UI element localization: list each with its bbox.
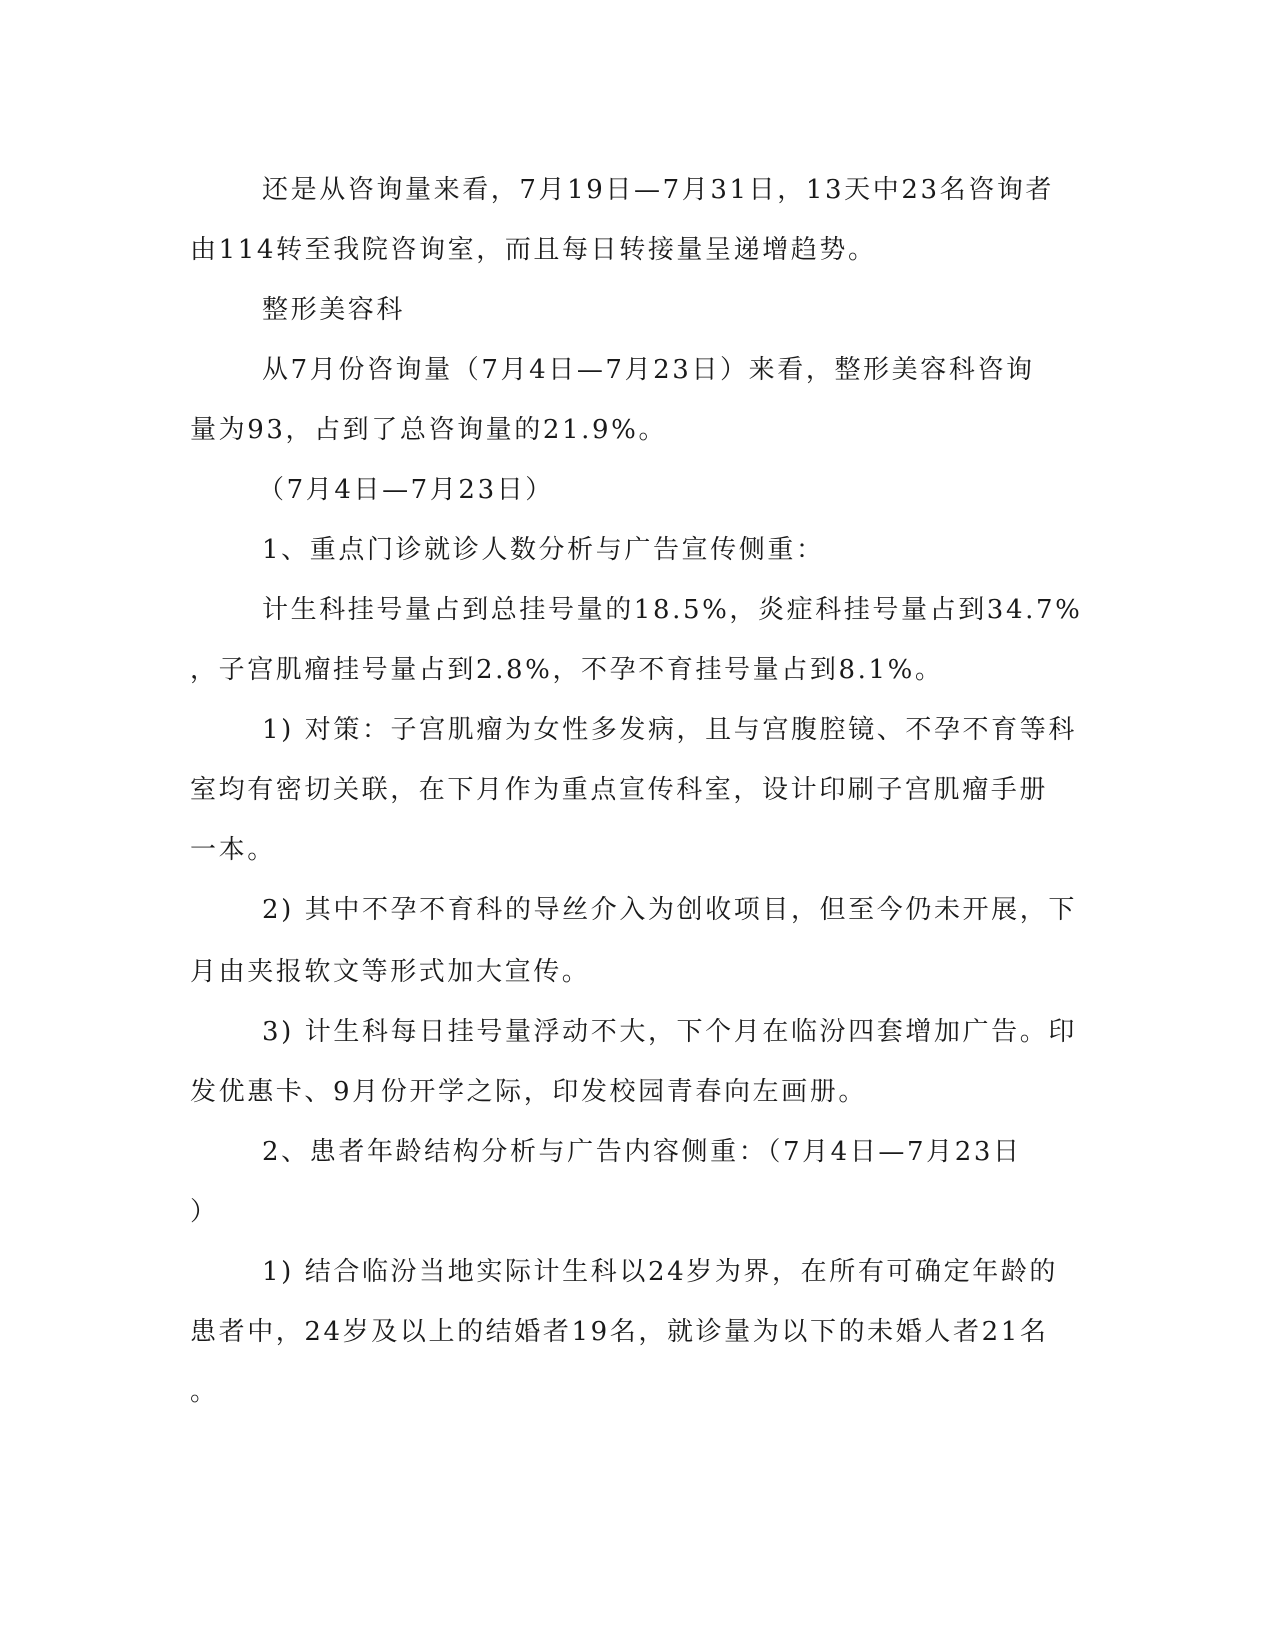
paragraph-line: 月由夹报软文等形式加大宣传。	[190, 957, 591, 987]
paragraph-line: 。	[190, 1377, 219, 1407]
list-item-line: 3) 计生科每日挂号量浮动不大，下个月在临汾四套增加广告。印	[262, 1017, 1077, 1047]
date-range-line: （7月4日—7月23日）	[258, 475, 554, 505]
paragraph-line: ，子宫肌瘤挂号量占到2.8%，不孕不育挂号量占到8.1%。	[190, 655, 944, 685]
section-heading: 整形美容科	[262, 295, 406, 325]
paragraph-line: 发优惠卡、9月份开学之际，印发校园青春向左画册。	[190, 1077, 867, 1107]
paragraph-line: 由114转至我院咨询室，而且每日转接量呈递增趋势。	[190, 235, 877, 265]
paragraph-line: 室均有密切关联，在下月作为重点宣传科室，设计印刷子宫肌瘤手册	[190, 775, 1049, 805]
numbered-heading: 2、患者年龄结构分析与广告内容侧重：（7月4日—7月23日	[262, 1137, 1022, 1167]
paragraph-line: ）	[190, 1197, 219, 1227]
paragraph-line: 一本。	[190, 835, 276, 865]
paragraph-line: 患者中，24岁及以上的结婚者19名，就诊量为以下的未婚人者21名	[190, 1317, 1049, 1347]
paragraph-line: 从7月份咨询量（7月4日—7月23日）来看，整形美容科咨询	[262, 355, 1035, 385]
list-item-line: 1) 对策：子宫肌瘤为女性多发病，且与宫腹腔镜、不孕不育等科	[262, 715, 1077, 745]
list-item-line: 2) 其中不孕不育科的导丝介入为创收项目，但至今仍未开展，下	[262, 895, 1077, 925]
numbered-heading: 1、重点门诊就诊人数分析与广告宣传侧重：	[262, 535, 825, 565]
document-body	[190, 160, 1083, 1422]
paragraph-line: 计生科挂号量占到总挂号量的18.5%，炎症科挂号量占到34.7%	[262, 595, 1083, 625]
paragraph-line: 量为93，占到了总咨询量的21.9%。	[190, 415, 668, 445]
list-item-line: 1) 结合临汾当地实际计生科以24岁为界，在所有可确定年龄的	[262, 1257, 1059, 1287]
paragraph-line: 还是从咨询量来看，7月19日—7月31日，13天中23名咨询者	[262, 175, 1055, 205]
